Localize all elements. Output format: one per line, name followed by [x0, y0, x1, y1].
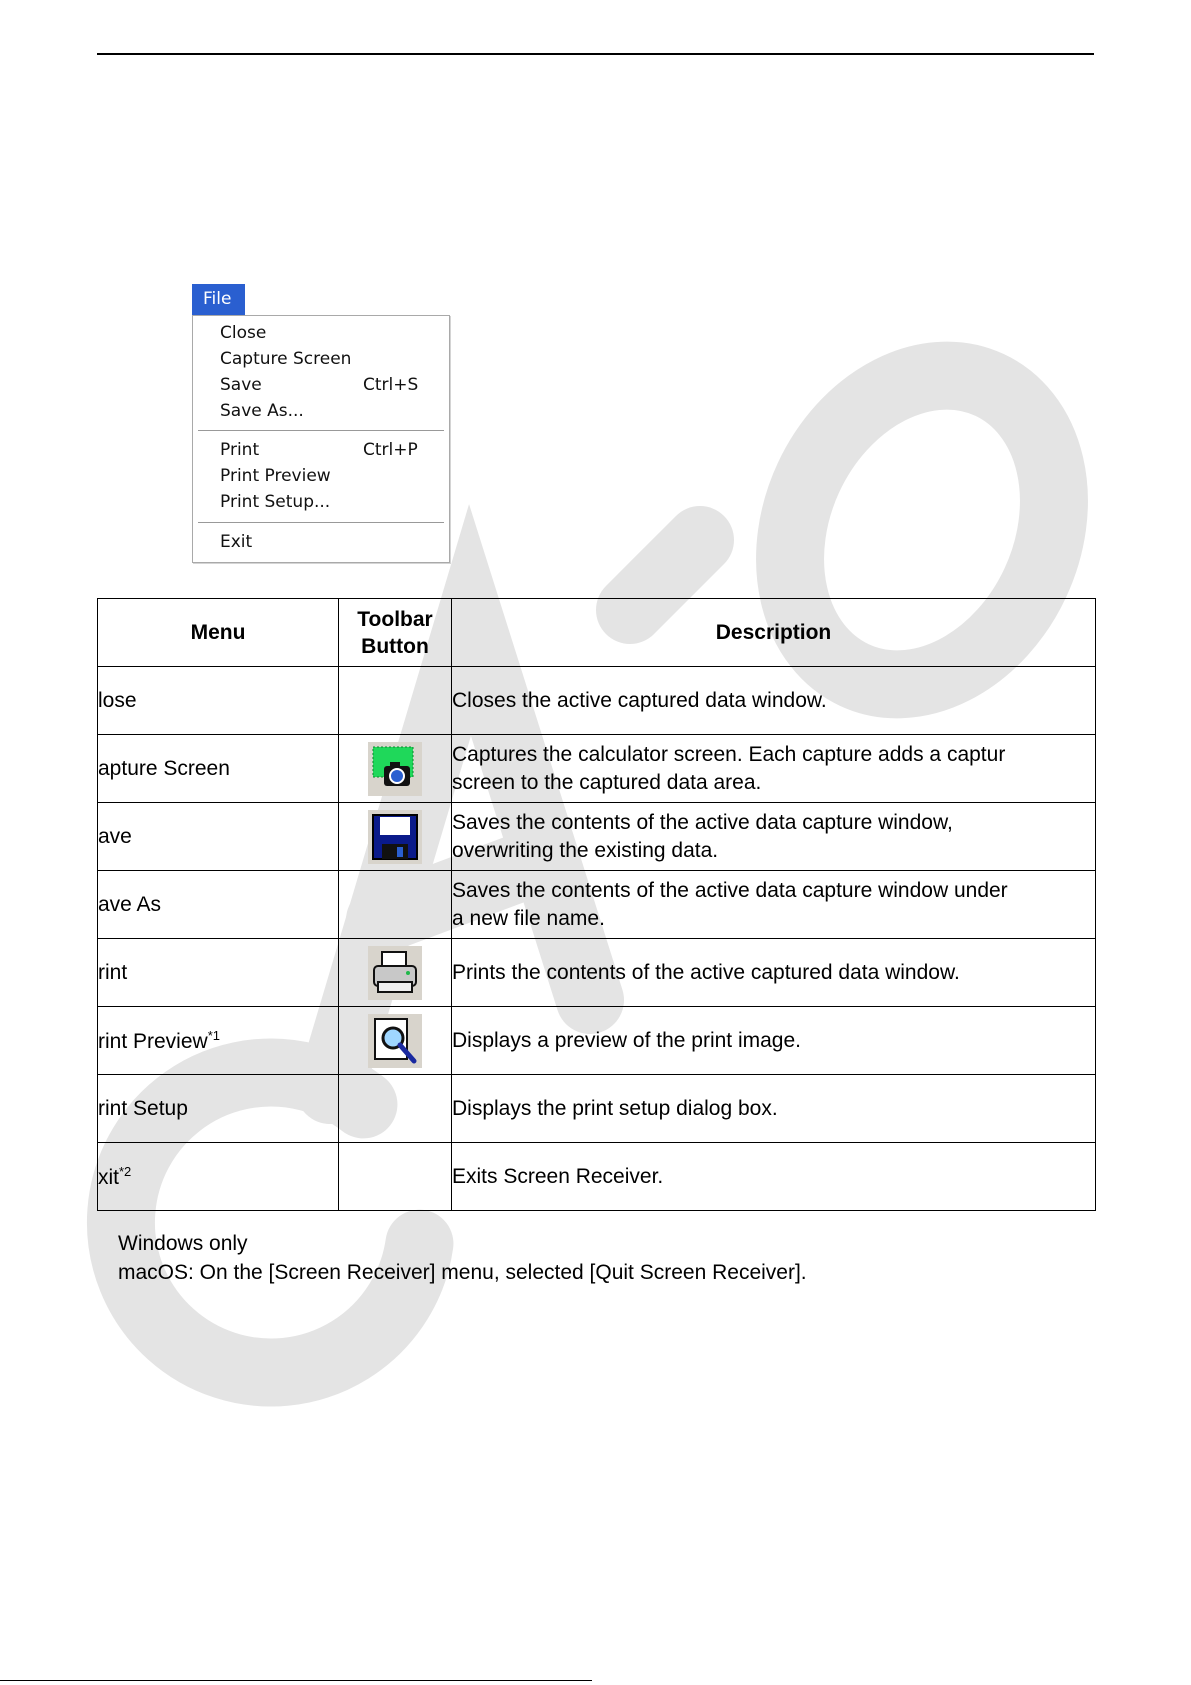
- row-menu: [98, 871, 339, 939]
- table-row: [98, 939, 1096, 1007]
- row-desc-line2: a new file name.: [452, 906, 605, 930]
- footnote-2: macOS: On the [Screen Receiver] menu, selected [Quit Screen Receiver].: [118, 1261, 807, 1284]
- row-desc-line1: Exits Screen Receiver.: [452, 1164, 664, 1188]
- header-toolbar-line1: Toolbar: [357, 607, 433, 631]
- row-menu-label: xit: [98, 1165, 119, 1189]
- header-toolbar-line2: Button: [361, 634, 429, 658]
- row-menu-label: ave As: [98, 892, 162, 916]
- row-menu-label: rint Setup: [98, 1096, 188, 1120]
- menu-item-save[interactable]: Save: [220, 375, 262, 395]
- header-description: Description: [452, 599, 1096, 667]
- table-row: [98, 735, 1096, 803]
- file-menu-title[interactable]: File: [192, 284, 245, 315]
- table-row: [98, 667, 1096, 735]
- table-row: [98, 871, 1096, 939]
- row-description: [452, 871, 1096, 939]
- menu-item-print[interactable]: Print: [220, 440, 260, 460]
- row-menu-label: ave: [98, 824, 132, 848]
- row-desc-line1: Displays the print setup dialog box.: [452, 1096, 778, 1120]
- row-description: [452, 939, 1096, 1007]
- row-desc-line2: screen to the captured data area.: [452, 770, 762, 794]
- row-menu-label: rint: [98, 960, 128, 984]
- row-toolbar-button: [339, 871, 452, 939]
- row-description: [452, 1143, 1096, 1211]
- table-row: [98, 1007, 1096, 1075]
- menu-shortcut-print: Ctrl+P: [363, 440, 418, 460]
- row-toolbar-button: [339, 1007, 452, 1075]
- file-menu-table: [97, 598, 1096, 1211]
- row-description: [452, 803, 1096, 871]
- print-preview-icon[interactable]: [368, 1014, 422, 1068]
- row-menu-label: lose: [98, 688, 137, 712]
- menu-separator: [198, 430, 444, 432]
- row-description: [452, 1007, 1096, 1075]
- row-menu-label: rint Preview: [98, 1029, 208, 1053]
- row-desc-line1: Displays a preview of the print image.: [452, 1028, 801, 1052]
- row-menu: [98, 1007, 339, 1075]
- row-toolbar-button: [339, 939, 452, 1007]
- row-desc-line1: Saves the contents of the active data capture window,: [452, 810, 953, 834]
- header-menu: Menu: [98, 599, 339, 667]
- row-description: [452, 1075, 1096, 1143]
- bottom-rule: [0, 1680, 592, 1681]
- printer-icon[interactable]: [368, 946, 422, 1000]
- footnote-1: Windows only: [118, 1232, 248, 1255]
- row-toolbar-button: [339, 1143, 452, 1211]
- menu-item-print-preview[interactable]: Print Preview: [220, 466, 331, 486]
- menu-separator: [198, 522, 444, 524]
- top-rule: [97, 53, 1094, 55]
- capture-screen-icon[interactable]: [368, 742, 422, 796]
- header-toolbar-button: [339, 599, 452, 667]
- row-menu: [98, 803, 339, 871]
- file-menu-dropdown: [192, 315, 450, 563]
- menu-shortcut-save: Ctrl+S: [363, 375, 419, 395]
- row-menu: [98, 1143, 339, 1211]
- row-desc-line2: overwriting the existing data.: [452, 838, 719, 862]
- menu-item-close[interactable]: Close: [220, 323, 267, 343]
- row-menu: [98, 667, 339, 735]
- footnote-marker-2: *2: [119, 1163, 132, 1179]
- row-toolbar-button: [339, 1075, 452, 1143]
- table-row: [98, 1075, 1096, 1143]
- row-toolbar-button: [339, 803, 452, 871]
- row-toolbar-button: [339, 667, 452, 735]
- row-desc-line1: Prints the contents of the active captured data window.: [452, 960, 960, 984]
- row-desc-line1: Saves the contents of the active data capture window under: [452, 878, 1008, 902]
- row-desc-line1: Closes the active captured data window.: [452, 688, 827, 712]
- row-menu: [98, 939, 339, 1007]
- row-menu: [98, 735, 339, 803]
- footnote-marker-1: *1: [207, 1027, 220, 1043]
- row-description: [452, 667, 1096, 735]
- table-header-row: [98, 599, 1096, 667]
- footnotes: [118, 1229, 807, 1287]
- menu-item-capture-screen[interactable]: Capture Screen: [220, 349, 352, 369]
- table-row: [98, 1143, 1096, 1211]
- menu-item-print-setup[interactable]: Print Setup...: [220, 492, 331, 512]
- row-desc-line1: Captures the calculator screen. Each capture adds a captur: [452, 742, 1006, 766]
- menu-item-save-as[interactable]: Save As...: [220, 401, 304, 421]
- row-description: [452, 735, 1096, 803]
- row-menu-label: apture Screen: [98, 756, 230, 780]
- row-toolbar-button: [339, 735, 452, 803]
- menu-item-exit[interactable]: Exit: [220, 532, 253, 552]
- table-row: [98, 803, 1096, 871]
- save-floppy-icon[interactable]: [368, 810, 422, 864]
- row-menu: [98, 1075, 339, 1143]
